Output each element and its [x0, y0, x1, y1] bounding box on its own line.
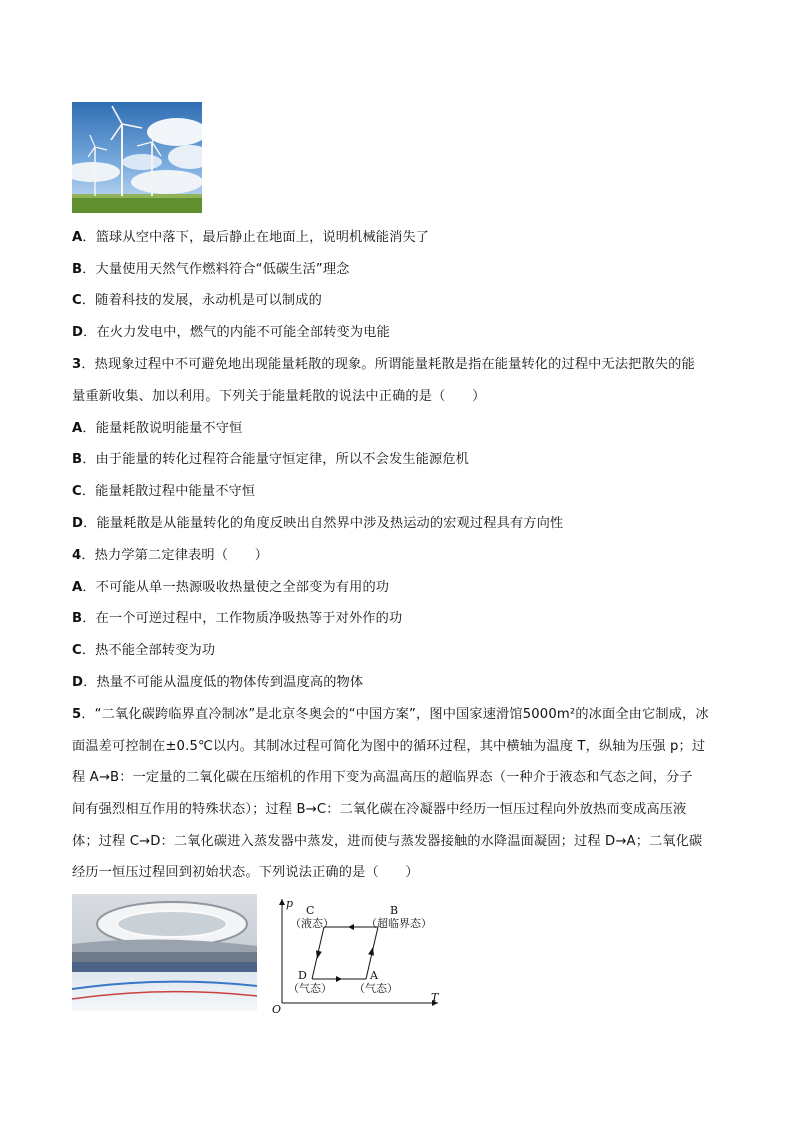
question-5-line-3: [72, 768, 732, 788]
option-letter: C: [72, 643, 82, 658]
wind-turbine-photo: [72, 102, 202, 213]
question-text: 经历一恒压过程回到初始状态。下列说法正确的是（ ）: [72, 865, 419, 880]
option-letter: D: [72, 516, 84, 531]
option-text: 热量不可能从温度低的物体传到温度高的物体: [96, 675, 364, 690]
q4-option-a: A．不可能从单一热源吸收热量使之全部变为有用的功: [72, 580, 390, 595]
question-text: 量重新收集、加以利用。下列关于能量耗散的说法中正确的是（ ）: [72, 389, 486, 404]
arrow-c-to-d: [314, 950, 322, 959]
question-4-stem: 4．热力学第二定律表明（ ）: [72, 548, 269, 563]
option-b: B．大量使用天然气作燃料符合“低碳生活”理念: [72, 262, 350, 277]
origin-label: O: [272, 1003, 282, 1015]
question-5-line-5: [72, 832, 732, 852]
option-letter: A: [72, 580, 83, 595]
option-letter: B: [72, 452, 83, 467]
question-5-line-4: [72, 800, 732, 820]
option-text: 在一个可逆过程中，工作物质净吸热等于对外作的功: [95, 611, 403, 626]
point-c-label: C: [306, 904, 315, 917]
point-c-state: （液态）: [290, 917, 334, 930]
question-5-stem: 5．“二氧化碳跨临界直冷制冰”是北京冬奥会的“中国方案”，图中国家速滑馆5000m²的冰面全由它制成，冰: [72, 707, 709, 722]
q3-option-d: D．能量耗散是从能量转化的角度反映出自然界中涉及热运动的宏观过程具有方向性: [72, 516, 564, 531]
arrow-a-to-b: [368, 946, 376, 955]
option-letter: A: [72, 421, 83, 436]
option-letter: A: [72, 230, 83, 245]
arrow-b-to-c: [348, 924, 354, 930]
question-number: 3: [72, 357, 82, 372]
question-text: 间有强烈相互作用的特殊状态）；过程 B→C：二氧化碳在冷凝器中经历一恒压过程向外放热而变成高压液: [72, 802, 687, 817]
q4-option-c: C．热不能全部转变为功: [72, 643, 216, 658]
option-text: 能量耗散说明能量不守恒: [95, 421, 243, 436]
q4-option-b: B．在一个可逆过程中，工作物质净吸热等于对外作的功: [72, 611, 403, 626]
option-text: 在火力发电中，燃气的内能不可能全部转变为电能: [96, 325, 390, 340]
question-3-stem-cont: [72, 387, 732, 407]
point-d-label: D: [298, 969, 307, 982]
option-text: 不可能从单一热源吸收热量使之全部变为有用的功: [95, 580, 390, 595]
question-3-stem: 3．热现象过程中不可避免地出现能量耗散的现象。所谓能量耗散是指在能量转化的过程中无法把散失的能: [72, 357, 695, 372]
point-b-state: （超临界态）: [366, 917, 432, 930]
question-text: 热力学第二定律表明（ ）: [94, 548, 269, 563]
option-letter: B: [72, 262, 83, 277]
option-letter: B: [72, 611, 83, 626]
question-number: 5: [72, 707, 82, 722]
point-b-label: B: [390, 904, 399, 917]
question-text: “二氧化碳跨临界直冷制冰”是北京冬奥会的“中国方案”，图中国家速滑馆5000m²的冰面全由它制成，冰: [94, 707, 709, 722]
question-5-line-6: [72, 863, 732, 883]
option-a: A．篮球从空中落下，最后静止在地面上，说明机械能消失了: [72, 230, 430, 245]
point-a-state: （气态）: [354, 982, 398, 995]
option-letter: D: [72, 325, 84, 340]
question-text: 热现象过程中不可避免地出现能量耗散的现象。所谓能量耗散是指在能量转化的过程中无法把散失的能: [94, 357, 695, 372]
option-letter: D: [72, 675, 84, 690]
q4-option-d: D．热量不可能从温度低的物体传到温度高的物体: [72, 675, 364, 690]
q3-option-c: C．能量耗散过程中能量不守恒: [72, 484, 256, 499]
question-text: 面温差可控制在±0.5℃以内。其制冰过程可简化为图中的循环过程，其中横轴为温度 T，纵轴为压强 p；过: [72, 739, 706, 754]
point-a-label: A: [370, 969, 378, 982]
option-letter: C: [72, 484, 82, 499]
option-text: 热不能全部转变为功: [95, 643, 216, 658]
x-axis-label: T: [431, 991, 439, 1004]
option-text: 能量耗散过程中能量不守恒: [95, 484, 256, 499]
option-c: C．随着科技的发展，永动机是可以制成的: [72, 293, 322, 308]
y-axis-label: p: [286, 897, 294, 910]
arrow-d-to-a: [336, 976, 342, 982]
option-text: 由于能量的转化过程符合能量守恒定律，所以不会发生能源危机: [95, 452, 469, 467]
q3-option-b: B．由于能量的转化过程符合能量守恒定律，所以不会发生能源危机: [72, 452, 469, 467]
option-text: 随着科技的发展，永动机是可以制成的: [95, 293, 322, 308]
question-text: 程 A→B：一定量的二氧化碳在压缩机的作用下变为高温高压的超临界态（一种介于液态和气态之间，分子: [72, 770, 693, 785]
question-number: 4: [72, 548, 82, 563]
option-text: 能量耗散是从能量转化的角度反映出自然界中涉及热运动的宏观过程具有方向性: [96, 516, 564, 531]
option-text: 篮球从空中落下，最后静止在地面上，说明机械能消失了: [95, 230, 430, 245]
question-text: 体；过程 C→D：二氧化碳进入蒸发器中蒸发，进而使与蒸发器接触的水降温面凝固；过程 D→A；二氧化碳: [72, 834, 703, 849]
speed-skating-arena-photo: [72, 894, 257, 1011]
question-5-line-2: [72, 737, 732, 757]
point-d-state: （气态）: [288, 982, 332, 995]
option-text: 大量使用天然气作燃料符合“低碳生活”理念: [95, 262, 350, 277]
q3-option-a: A．能量耗散说明能量不守恒: [72, 421, 243, 436]
option-letter: C: [72, 293, 82, 308]
option-d: D．在火力发电中，燃气的内能不可能全部转变为电能: [72, 325, 390, 340]
p-t-cycle-diagram: [268, 895, 448, 1015]
